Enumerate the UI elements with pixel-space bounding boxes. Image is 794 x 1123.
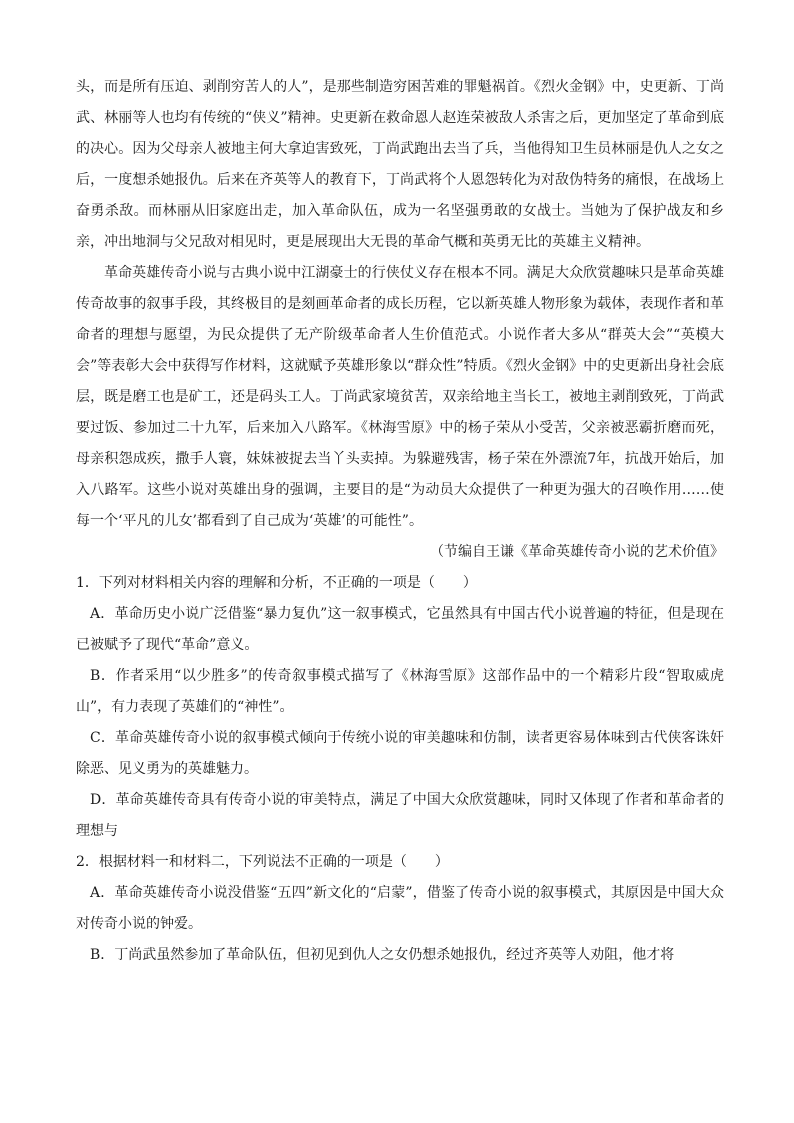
question-1-option-b: B．作者采用“以少胜多”的传奇叙事模式描写了《林海雪原》这部作品中的一个精彩片段“智取威虎山”，有力表现了英雄们的“神性”。 <box>76 668 724 715</box>
question-1-option-d: D．革命英雄传奇具有传奇小说的审美特点，满足了中国大众欣赏趣味，同时又体现了作者和革命者的理想与 <box>76 792 724 839</box>
question-2-option-a: A．革命英雄传奇小说没借鉴“五四”新文化的“启蒙”，借鉴了传奇小说的叙事模式，其原因是中国大众对传奇小说的钟爱。 <box>76 885 724 932</box>
document-page <box>76 72 724 971</box>
question-2-option-b: B．丁尚武虽然参加了革命队伍，但初见到仇人之女仍想杀她报仇，经过齐英等人劝阻，他才将 <box>90 947 675 963</box>
passage-source: （节编自王谦《革命英雄传奇小说的艺术价值》 <box>430 544 724 560</box>
question-2 <box>76 847 724 971</box>
question-1-option-c: C．革命英雄传奇小说的叙事模式倾向于传统小说的审美趣味和仿制，读者更容易体味到古代侠客诛奸除恶、见义勇为的英雄魅力。 <box>76 730 724 777</box>
passage-paragraph-2: 革命英雄传奇小说与古典小说中江湖豪士的行侠仗义存在根本不同。满足大众欣赏趣味只是革命英雄传奇故事的叙事手段，其终极目的是刻画革命者的成长历程，它以新英雄人物形象为载体，表现作者和革命者的理想与愿望，为民众提供了无产阶级革命者人生价值范式。小说作者大多从“群英大会”“英模大会”等表彰大会中获得写作材料，这就赋予英雄形象以“群众性”特质。《烈火金钢》中的史更新出身社会底层，既是磨工也是矿工，还是码头工人。丁尚武家境贫苦，双亲给地主当长工，被地主剥削致死，丁尚武要过饭、参加过二十九军，后来加入八路军。《林海雪原》中的杨子荣从小受苦，父亲被恶霸折磨而死，母亲积怨成疾，撒手人寰，妹妹被捉去当丫头卖掉。为躲避残害，杨子荣在外漂流7年，抗战开始后，加入八路军。这些小说对英雄出身的强调，主要目的是“为动员大众提供了一种更为强大的召唤作用……使每一个‘平凡的儿女’都看到了自己成为‘英雄’的可能性”。 <box>76 265 724 529</box>
question-stem: 2．根据材料一和材料二，下列说法不正确的一项是（ ） <box>76 854 449 870</box>
question-stem: 1．下列对材料相关内容的理解和分析，不正确的一项是（ ） <box>76 575 477 591</box>
question-1-option-a: A．革命历史小说广泛借鉴“暴力复仇”这一叙事模式，它虽然具有中国古代小说普遍的特征，但是现在已被赋予了现代“革命”意义。 <box>76 606 724 653</box>
passage-paragraph-1: 头，而是所有压迫、剥削穷苦人的人”，是那些制造穷困苦难的罪魁祸首。《烈火金钢》中，史更新、丁尚武、林丽等人也均有传统的“侠义”精神。史更新在救命恩人赵连荣被敌人杀害之后，更加坚定了革命到底的决心。因为父母亲人被地主何大拿迫害致死，丁尚武跑出去当了兵，当他得知卫生员林丽是仇人之女之后，一度想杀她报仇。后来在齐英等人的教育下，丁尚武将个人恩怨转化为对敌伪特务的痛恨，在战场上奋勇杀敌。而林丽从旧家庭出走，加入革命队伍，成为一名坚强勇敢的女战士。当她为了保护战友和乡亲，冲出地洞与父兄敌对相见时，更是展现出大无畏的革命气概和英勇无比的英雄主义精神。 <box>76 79 724 250</box>
question-1 <box>76 568 724 847</box>
